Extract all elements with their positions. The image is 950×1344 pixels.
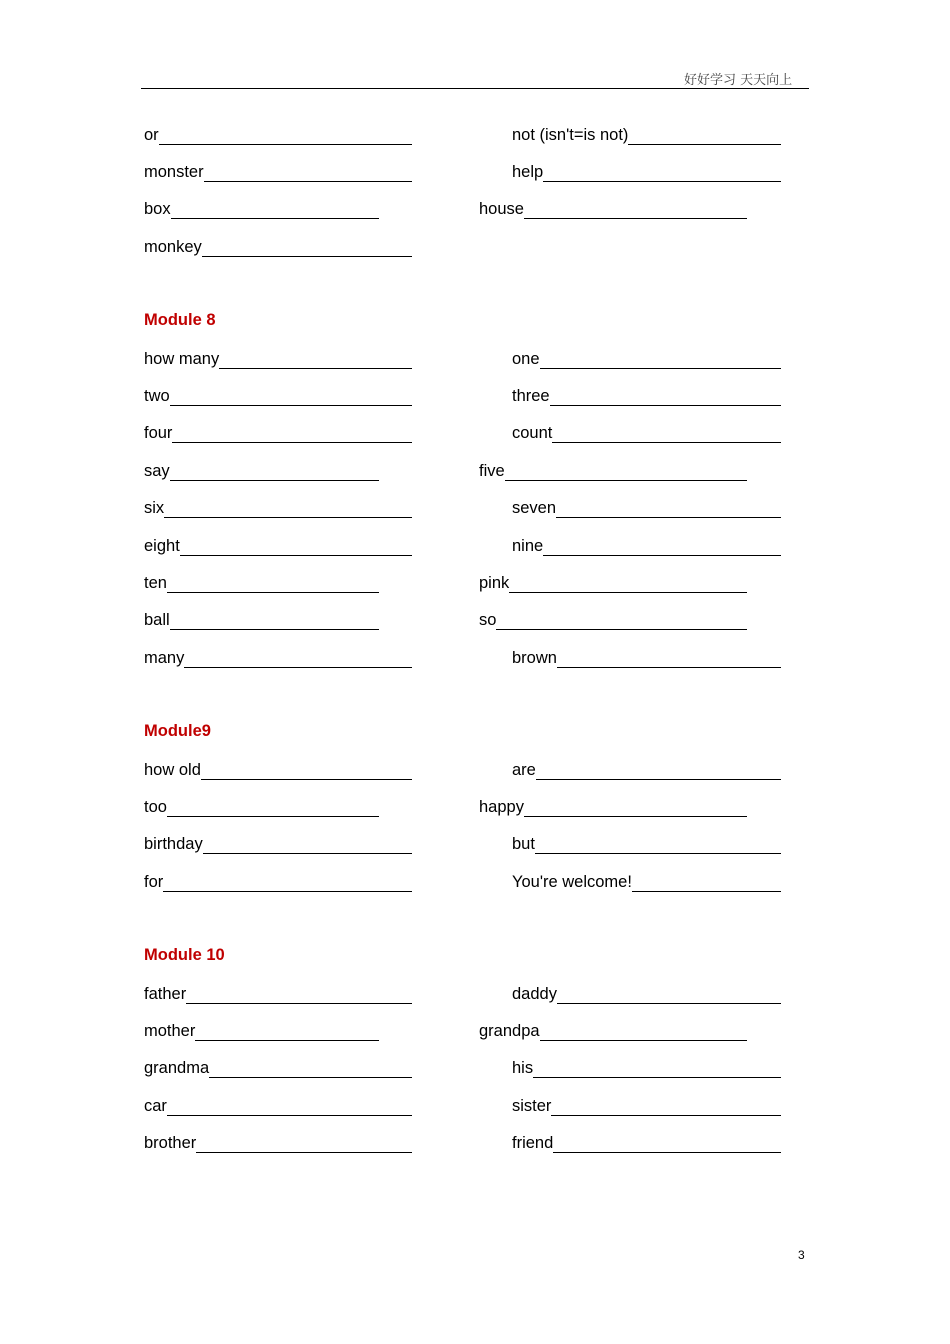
vocab-word: his <box>512 1059 534 1077</box>
vocab-entry-four[interactable] <box>144 420 412 444</box>
vocab-entry-too[interactable] <box>144 794 379 818</box>
vocab-entry-are[interactable] <box>512 757 781 781</box>
vocab-entry-happy[interactable] <box>479 794 747 818</box>
vocab-entry-daddy[interactable] <box>512 981 781 1005</box>
vocab-word: ball <box>144 611 170 629</box>
vocab-word: mother <box>144 1022 196 1040</box>
vocab-entry-grandpa[interactable] <box>479 1018 747 1042</box>
answer-blank[interactable] <box>195 1040 379 1041</box>
vocab-entry-box[interactable] <box>144 196 379 220</box>
vocab-word: grandpa <box>479 1022 540 1040</box>
answer-blank[interactable] <box>535 853 781 854</box>
vocab-entry-monkey[interactable] <box>144 234 412 258</box>
page-header-motto: 好好学习 天天向上 <box>684 73 793 88</box>
vocab-entry-brown[interactable] <box>512 645 781 669</box>
vocab-entry-five[interactable] <box>479 458 747 482</box>
vocab-word: six <box>144 499 165 517</box>
vocab-word: say <box>144 462 170 480</box>
answer-blank[interactable] <box>203 853 412 854</box>
answer-blank[interactable] <box>540 368 781 369</box>
answer-blank[interactable] <box>540 1040 747 1041</box>
vocab-entry-grandma[interactable] <box>144 1055 412 1079</box>
answer-blank[interactable] <box>196 1152 412 1153</box>
vocab-word: monkey <box>144 238 202 256</box>
vocab-word: ten <box>144 574 167 592</box>
vocab-word: or <box>144 126 159 144</box>
answer-blank[interactable] <box>632 891 781 892</box>
vocab-entry-ball[interactable] <box>144 607 379 631</box>
answer-blank[interactable] <box>557 1003 781 1004</box>
vocab-entry-but[interactable] <box>512 831 781 855</box>
answer-blank[interactable] <box>536 779 781 780</box>
vocab-word: car <box>144 1097 167 1115</box>
answer-blank[interactable] <box>184 667 412 668</box>
answer-blank[interactable] <box>172 442 412 443</box>
vocab-word: so <box>479 611 497 629</box>
vocab-entry-mother[interactable] <box>144 1018 379 1042</box>
page-number: 3 <box>798 1248 805 1262</box>
vocab-entry-how-many[interactable] <box>144 346 412 370</box>
vocab-word: birthday <box>144 835 203 853</box>
answer-blank[interactable] <box>201 779 412 780</box>
vocab-entry-or[interactable] <box>144 122 412 146</box>
vocab-entry-say[interactable] <box>144 458 379 482</box>
answer-blank[interactable] <box>550 405 781 406</box>
answer-blank[interactable] <box>204 181 412 182</box>
answer-blank[interactable] <box>557 667 781 668</box>
answer-blank[interactable] <box>170 629 379 630</box>
answer-blank[interactable] <box>553 1152 781 1153</box>
vocab-entry-how-old[interactable] <box>144 757 412 781</box>
vocab-entry-sister[interactable] <box>512 1093 781 1117</box>
vocab-word: count <box>512 424 553 442</box>
answer-blank[interactable] <box>509 592 747 593</box>
vocab-word: many <box>144 649 185 667</box>
answer-blank[interactable] <box>159 144 412 145</box>
vocab-word: pink <box>479 574 510 592</box>
answer-blank[interactable] <box>552 442 781 443</box>
vocab-entry-house[interactable] <box>479 196 747 220</box>
answer-blank[interactable] <box>167 816 379 817</box>
vocab-entry-friend[interactable] <box>512 1130 781 1154</box>
vocab-word: how old <box>144 761 201 779</box>
header-rule <box>141 88 809 89</box>
answer-blank[interactable] <box>628 144 781 145</box>
vocab-word: house <box>479 200 524 218</box>
vocab-entry-three[interactable] <box>512 383 781 407</box>
answer-blank[interactable] <box>533 1077 781 1078</box>
vocab-entry-for[interactable] <box>144 869 412 893</box>
vocab-word: how many <box>144 350 220 368</box>
vocab-entry-six[interactable] <box>144 495 412 519</box>
answer-blank[interactable] <box>505 480 747 481</box>
vocab-word: seven <box>512 499 557 517</box>
vocab-word: nine <box>512 537 544 555</box>
answer-blank[interactable] <box>167 1115 412 1116</box>
answer-blank[interactable] <box>524 816 747 817</box>
answer-blank[interactable] <box>556 517 781 518</box>
section-heading-module-8: Module 8 <box>144 311 216 329</box>
vocab-word: are <box>512 761 536 779</box>
vocab-word: three <box>512 387 550 405</box>
vocab-word: You're welcome! <box>512 873 632 891</box>
vocab-entry-monster[interactable] <box>144 159 412 183</box>
vocab-entry-one[interactable] <box>512 346 781 370</box>
answer-blank[interactable] <box>170 480 379 481</box>
vocab-word: help <box>512 163 544 181</box>
answer-blank[interactable] <box>180 555 412 556</box>
vocab-word: box <box>144 200 171 218</box>
vocab-entry-help[interactable] <box>512 159 781 183</box>
vocab-word: not (isn't=is not) <box>512 126 629 144</box>
vocab-word: two <box>144 387 170 405</box>
answer-blank[interactable] <box>209 1077 412 1078</box>
answer-blank[interactable] <box>219 368 412 369</box>
vocab-entry-two[interactable] <box>144 383 412 407</box>
vocab-word: for <box>144 873 164 891</box>
vocab-entry-seven[interactable] <box>512 495 781 519</box>
answer-blank[interactable] <box>164 517 412 518</box>
vocab-entry-count[interactable] <box>512 420 781 444</box>
vocab-entry-brother[interactable] <box>144 1130 412 1154</box>
section-heading-module-9: Module9 <box>144 722 211 740</box>
vocab-entry-so[interactable] <box>479 607 747 631</box>
vocab-word: one <box>512 350 540 368</box>
vocab-entry-car[interactable] <box>144 1093 412 1117</box>
vocab-entry-not[interactable] <box>512 122 781 146</box>
answer-blank[interactable] <box>163 891 412 892</box>
answer-blank[interactable] <box>551 1115 781 1116</box>
vocab-entry-nine[interactable] <box>512 533 781 557</box>
vocab-word: daddy <box>512 985 557 1003</box>
vocab-entry-youre-welcome[interactable] <box>512 869 781 893</box>
vocab-entry-his[interactable] <box>512 1055 781 1079</box>
answer-blank[interactable] <box>186 1003 412 1004</box>
answer-blank[interactable] <box>543 181 781 182</box>
answer-blank[interactable] <box>496 629 747 630</box>
vocab-word: but <box>512 835 535 853</box>
answer-blank[interactable] <box>543 555 781 556</box>
answer-blank[interactable] <box>171 218 379 219</box>
vocab-word: too <box>144 798 167 816</box>
vocab-entry-birthday[interactable] <box>144 831 412 855</box>
vocab-entry-father[interactable] <box>144 981 412 1005</box>
vocab-word: four <box>144 424 173 442</box>
vocab-word: sister <box>512 1097 552 1115</box>
section-heading-module-10: Module 10 <box>144 946 225 964</box>
vocab-word: five <box>479 462 505 480</box>
vocab-word: happy <box>479 798 524 816</box>
answer-blank[interactable] <box>524 218 747 219</box>
vocab-entry-pink[interactable] <box>479 570 747 594</box>
vocab-entry-eight[interactable] <box>144 533 412 557</box>
answer-blank[interactable] <box>202 256 412 257</box>
vocab-entry-ten[interactable] <box>144 570 379 594</box>
vocab-word: monster <box>144 163 204 181</box>
vocab-word: father <box>144 985 187 1003</box>
vocab-word: grandma <box>144 1059 210 1077</box>
answer-blank[interactable] <box>167 592 379 593</box>
vocab-entry-many[interactable] <box>144 645 412 669</box>
vocab-word: brother <box>144 1134 197 1152</box>
answer-blank[interactable] <box>170 405 412 406</box>
vocab-word: eight <box>144 537 180 555</box>
vocab-word: friend <box>512 1134 554 1152</box>
vocab-word: brown <box>512 649 557 667</box>
